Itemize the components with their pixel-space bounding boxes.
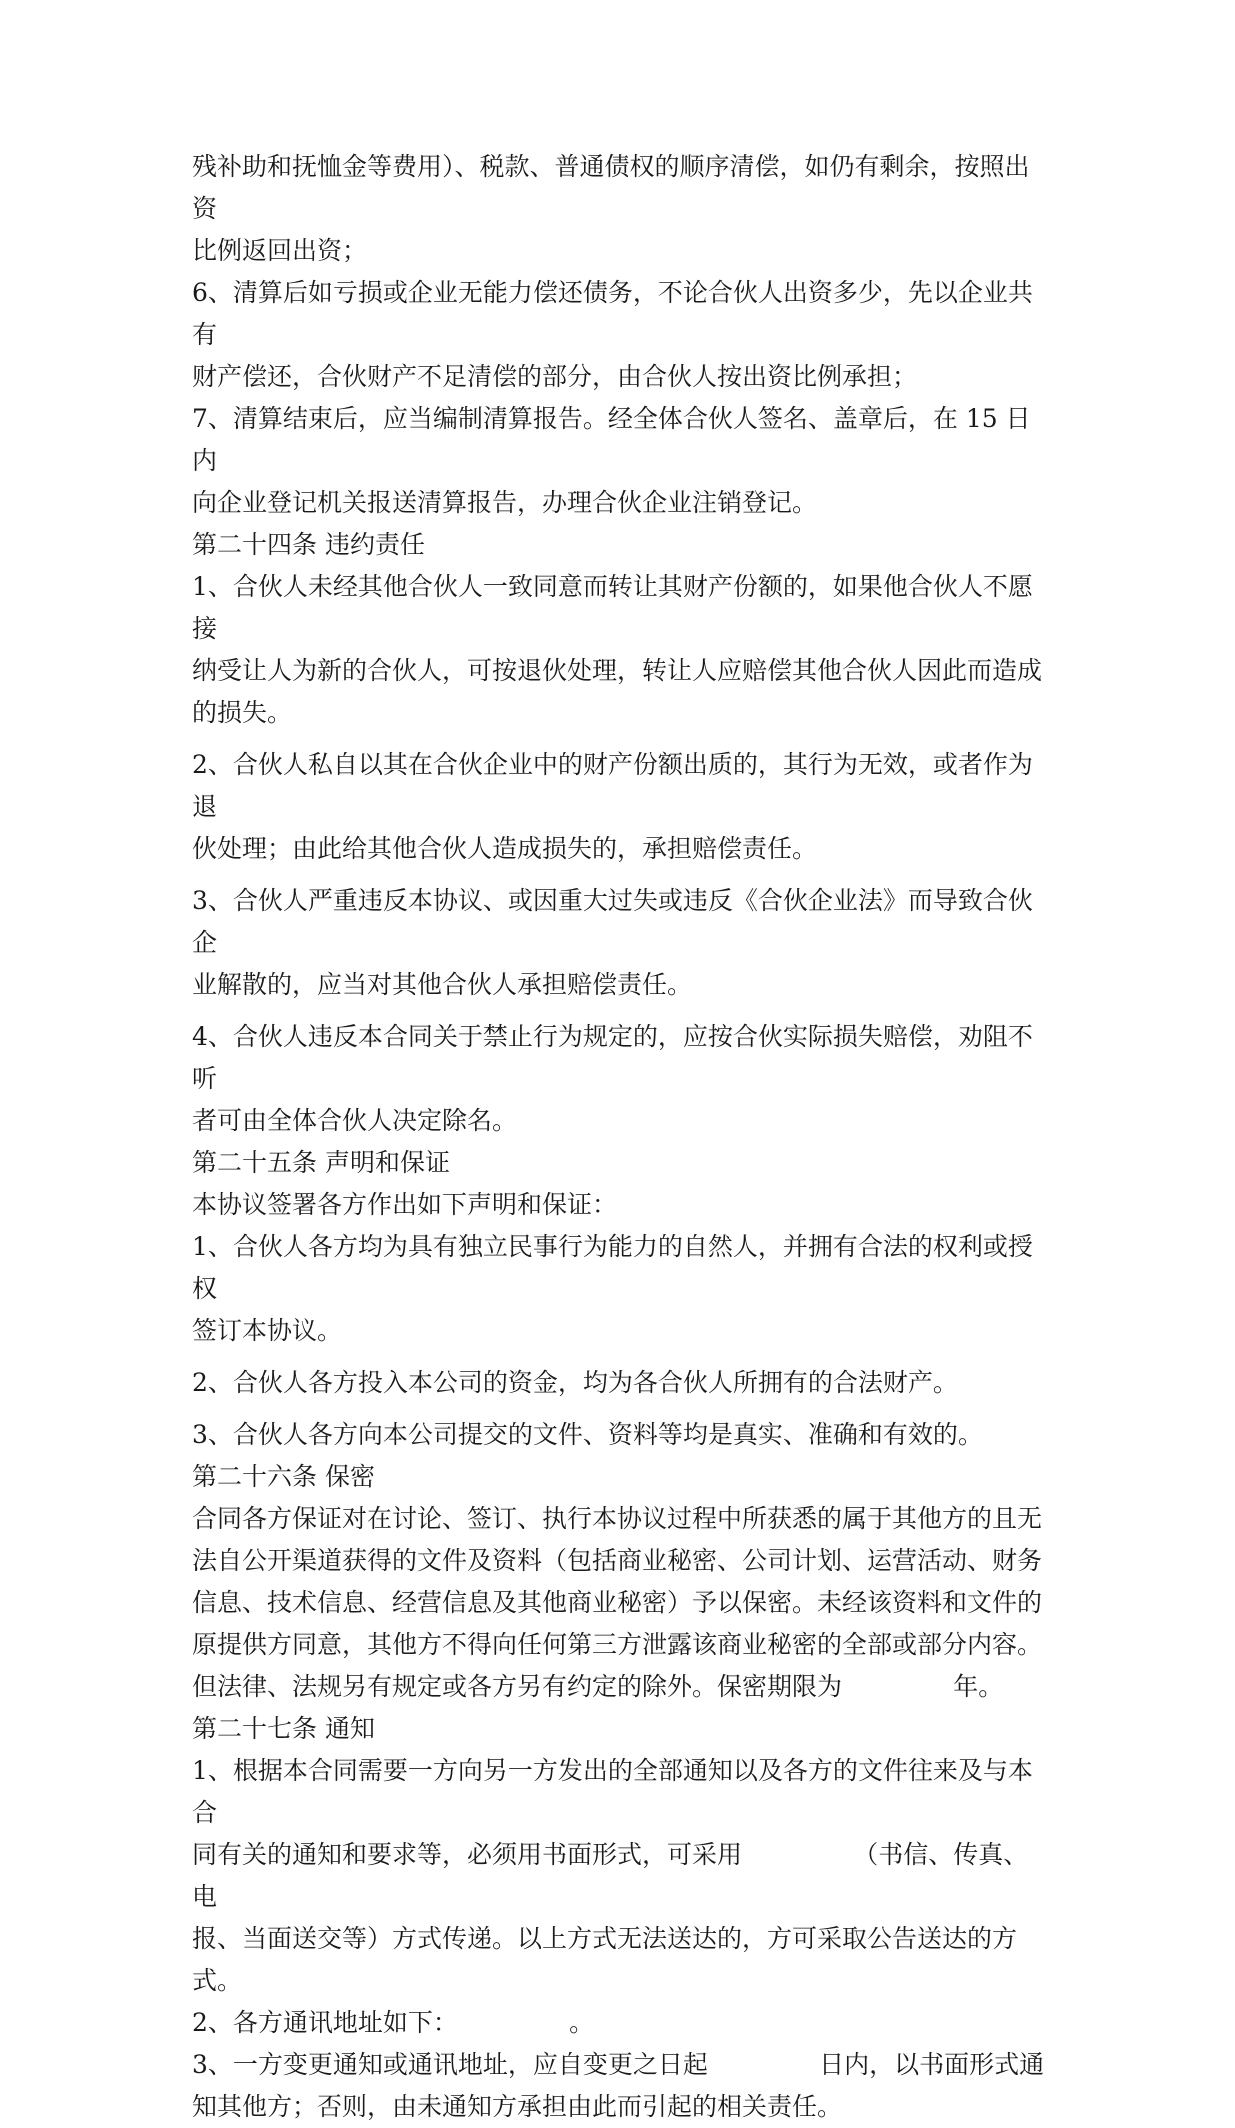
text-line: 向企业登记机关报送清算报告，办理合伙企业注销登记。 [192,488,818,517]
text-line: 的损失。 [192,698,293,727]
text-line: 纳受让人为新的合伙人，可按退伙处理，转让人应赔偿其他合伙人因此而造成 [192,656,1043,685]
text-line: 财产偿还，合伙财产不足清偿的部分，由合伙人按出资比例承担； [192,362,918,391]
section-heading-25: 第二十五条 声明和保证 [192,1148,450,1177]
text-line: 1、根据本合同需要一方向另一方发出的全部通知以及各方的文件往来及与本合 [192,1756,1033,1827]
text-line: 知其他方；否则，由未通知方承担由此而引起的相关责任。 [192,2092,843,2121]
text-line: 信息、技术信息、经营信息及其他商业秘密）予以保密。未经该资料和文件的 [192,1588,1043,1617]
text-line: 业解散的，应当对其他合伙人承担赔偿责任。 [192,970,693,999]
text-line: 本协议签署各方作出如下声明和保证： [192,1190,618,1219]
text-line: 合同各方保证对在讨论、签订、执行本协议过程中所获悉的属于其他方的且无 [192,1504,1043,1533]
text-line: 2、合伙人各方投入本公司的资金，均为各合伙人所拥有的合法财产。 [192,1368,958,1397]
text-line: 2、各方通讯地址如下： 。 [192,2008,595,2037]
text-line: 3、合伙人各方向本公司提交的文件、资料等均是真实、准确和有效的。 [192,1420,983,1449]
section-heading-27: 第二十七条 通知 [192,1714,375,1743]
text-line: 1、合伙人未经其他合伙人一致同意而转让其财产份额的，如果他合伙人不愿接 [192,572,1033,643]
text-line: 3、一方变更通知或通讯地址，应自变更之日起 日内，以书面形式通 [192,2050,1045,2079]
text-line: 残补助和抚恤金等费用）、税款、普通债权的顺序清偿，如仍有剩余，按照出资 [192,152,1030,223]
text-line: 同有关的通知和要求等，必须用书面形式，可采用 （书信、传真、电 [192,1840,1029,1911]
text-line: 签订本协议。 [192,1316,343,1345]
text-line: 6、清算后如亏损或企业无能力偿还债务，不论合伙人出资多少，先以企业共有 [192,278,1033,349]
section-heading-24: 第二十四条 违约责任 [192,530,425,559]
text-line: 原提供方同意，其他方不得向任何第三方泄露该商业秘密的全部或部分内容。 [192,1630,1043,1659]
text-line: 但法律、法规另有规定或各方另有约定的除外。保密期限为 年。 [192,1672,1004,1701]
text-line: 7、清算结束后，应当编制清算报告。经全体合伙人签名、盖章后，在 15 日内 [192,404,1031,475]
text-line: 法自公开渠道获得的文件及资料（包括商业秘密、公司计划、运营活动、财务 [192,1546,1043,1575]
text-line: 报、当面送交等）方式传递。以上方式无法送达的，方可采取公告送达的方式。 [192,1924,1018,1995]
text-line: 3、合伙人严重违反本协议、或因重大过失或违反《合伙企业法》而导致合伙企 [192,886,1033,957]
text-line: 2、合伙人私自以其在合伙企业中的财产份额出质的，其行为无效，或者作为退 [192,750,1033,821]
text-line: 者可由全体合伙人决定除名。 [192,1106,518,1135]
text-line: 比例返回出资； [192,236,368,265]
text-line: 4、合伙人违反本合同关于禁止行为规定的，应按合伙实际损失赔偿，劝阻不听 [192,1022,1033,1093]
text-line: 伙处理；由此给其他合伙人造成损失的，承担赔偿责任。 [192,834,818,863]
section-heading-26: 第二十六条 保密 [192,1462,375,1491]
text-line: 1、合伙人各方均为具有独立民事行为能力的自然人，并拥有合法的权利或授权 [192,1232,1033,1303]
document-body [192,146,1052,2128]
